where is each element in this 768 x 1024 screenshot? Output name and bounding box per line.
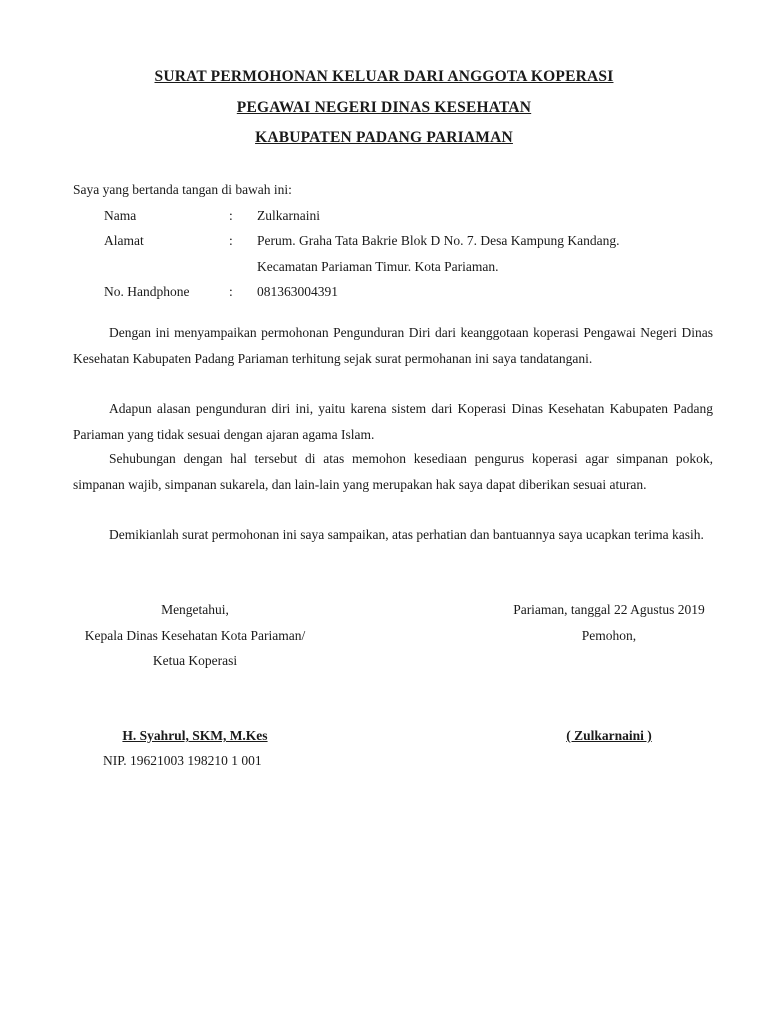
- approver-nip: NIP. 19621003 198210 1 001: [103, 753, 262, 768]
- body-paragraph-3: Sehubungan dengan hal tersebut di atas memohon kesediaan pengurus koperasi agar simpanan pokok, simpanan wajib, simpanan sukarela, dan lain-lain yang merupakan hak saya dapat diberikan sesuai aturan.: [73, 451, 713, 492]
- address-label: Alamat: [104, 233, 144, 248]
- letter-title-line-2: PEGAWAI NEGERI DINAS KESEHATAN: [236, 99, 532, 116]
- address-value-line-2: Kecamatan Pariaman Timur. Kota Pariaman.: [257, 259, 499, 274]
- acknowledged-label: Mengetahui,: [161, 602, 229, 617]
- name-value: Zulkarnaini: [257, 208, 320, 223]
- name-separator: :: [229, 208, 233, 223]
- address-value-line-1: Perum. Graha Tata Bakrie Blok D No. 7. Desa Kampung Kandang.: [257, 233, 620, 248]
- letter-title-line-1: SURAT PERMOHONAN KELUAR DARI ANGGOTA KOPERASI: [154, 68, 614, 85]
- approver-position-2: Ketua Koperasi: [152, 653, 238, 668]
- place-date: Pariaman, tanggal 22 Agustus 2019: [513, 602, 705, 617]
- approver-name: H. Syahrul, SKM, M.Kes: [122, 728, 268, 743]
- applicant-name: ( Zulkarnaini ): [566, 728, 652, 743]
- applicant-name-wrap: [490, 728, 728, 744]
- approver-name-wrap: [60, 728, 330, 744]
- address-separator: :: [229, 233, 233, 248]
- intro-text: Saya yang bertanda tangan di bawah ini:: [73, 182, 292, 197]
- letter-title-line-3: KABUPATEN PADANG PARIAMAN: [255, 129, 513, 146]
- applicant-label: Pemohon,: [581, 628, 637, 643]
- phone-value: 081363004391: [257, 284, 338, 299]
- name-label: Nama: [104, 208, 137, 223]
- phone-label: No. Handphone: [104, 284, 190, 299]
- body-paragraph-1: Dengan ini menyampaikan permohonan Pengunduran Diri dari keanggotaan koperasi Pengawai Negeri Dinas Kesehatan Kabupaten Padang Pariaman terhitung sejak surat permohanan ini saya tandatangani.: [73, 325, 713, 366]
- phone-separator: :: [229, 284, 233, 299]
- body-paragraph-4: Demikianlah surat permohonan ini saya sampaikan, atas perhatian dan bantuannya saya ucapkan terima kasih.: [109, 527, 704, 542]
- approver-position: Kepala Dinas Kesehatan Kota Pariaman/: [84, 628, 306, 643]
- body-paragraph-2: Adapun alasan pengunduran diri ini, yaitu karena sistem dari Koperasi Dinas Kesehatan Kabupaten Padang Pariaman yang tidak sesuai dengan ajaran agama Islam.: [73, 401, 713, 442]
